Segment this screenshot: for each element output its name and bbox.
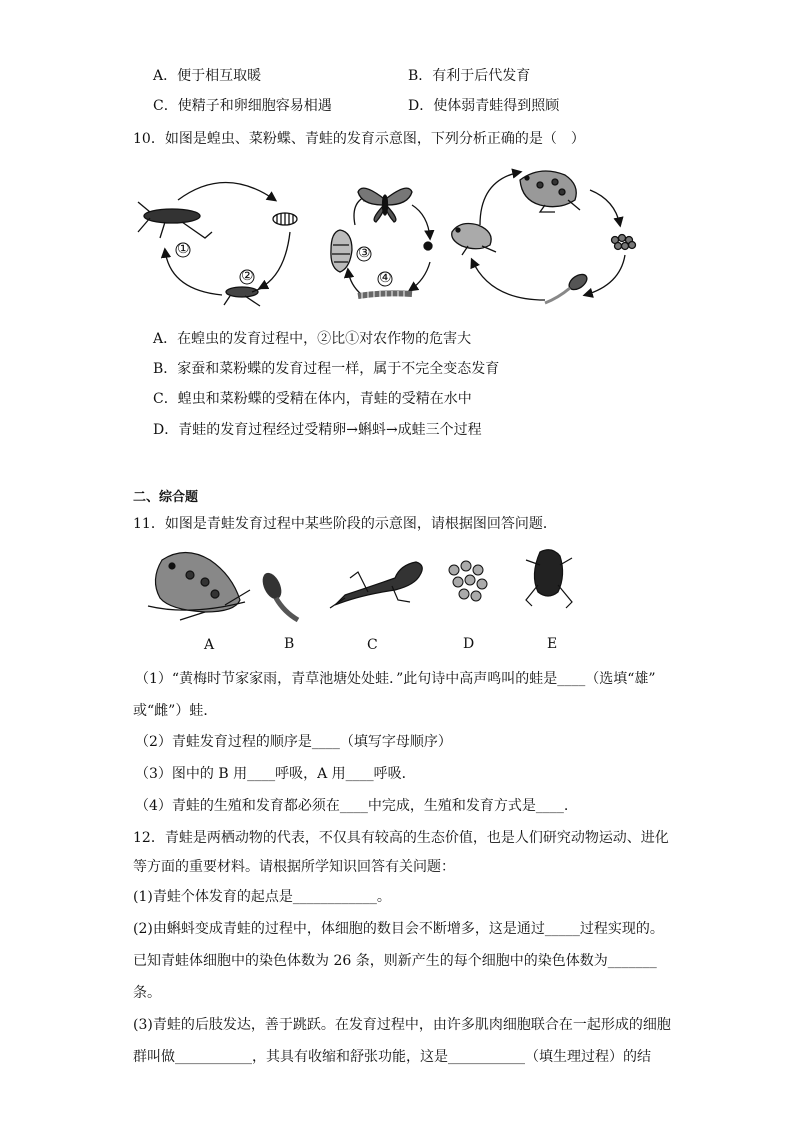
q10-option-a: A．在蝗虫的发育过程中，②比①对农作物的危害大	[153, 331, 472, 347]
q11-sub4: （4）青蛙的生殖和发育都必须在____中完成，生殖和发育方式是____.	[135, 798, 569, 814]
q12-sub3-line2: 群叫做___________，其具有收缩和舒张功能，这是___________（填生理过程）的结	[133, 1049, 651, 1065]
q12-sub1: (1)青蛙个体发育的起点是____________。	[133, 889, 391, 905]
q9-option-c: C．使精子和卵细胞容易相遇	[153, 98, 332, 114]
label-3: ③	[358, 245, 371, 261]
q9-option-d: D．使体弱青蛙得到照顾	[408, 98, 560, 114]
stage-b-tadpole-icon	[259, 570, 298, 620]
stage-c-tadpole-legs-icon	[330, 562, 422, 608]
figure-label-a: A	[204, 637, 215, 653]
figure-label-b: B	[284, 636, 295, 652]
figure-label-d: D	[463, 636, 475, 652]
stage-d-eggs-icon	[449, 561, 487, 601]
stage-e-froglet-icon	[526, 550, 572, 608]
q11-sub1-line1: （1）“黄梅时节家家雨，青草池塘处处蛙．”此句诗中高声鸣叫的蛙是____（选填“雄”	[135, 671, 656, 687]
label-1: ①	[177, 241, 190, 257]
q10-option-c: C．蝗虫和菜粉蝶的受精在体内，青蛙的受精在水中	[153, 391, 472, 407]
q11-sub1-line2: 或“雌”）蛙．	[133, 703, 218, 719]
stage-a-frog-icon	[148, 553, 250, 621]
q12-stem-line1: 12．青蛙是两栖动物的代表，不仅具有较高的生态价值，也是人们研究动物运动、进化	[133, 830, 669, 846]
figure-label-c: C	[367, 637, 378, 653]
q12-stem-line2: 等方面的重要材料。请根据所学知识回答有关问题：	[133, 859, 455, 875]
q9-option-a: A．便于相互取暖	[153, 68, 262, 84]
q12-sub3-line1: (3)青蛙的后肢发达，善于跳跃。在发育过程中，由许多肌肉细胞联合在一起形成的细胞	[133, 1017, 671, 1033]
label-2: ②	[241, 268, 254, 284]
q12-sub2-line2: 已知青蛙体细胞中的染色体数为 26 条，则新产生的每个细胞中的染色体数为_______	[133, 953, 657, 969]
q12-sub2-line1: (2)由蝌蚪变成青蛙的过程中，体细胞的数目会不断增多，这是通过_____过程实现的。	[133, 921, 664, 937]
q12-sub2-line3: 条。	[133, 985, 161, 1001]
figure-label-e: E	[547, 636, 558, 652]
section-title: 二、综合题	[133, 490, 199, 505]
q10-stem: 10．如图是蝗虫、菜粉蝶、青蛙的发育示意图，下列分析正确的是（ ）	[133, 131, 585, 147]
q11-sub2: （2）青蛙发育过程的顺序是____（填写字母顺序）	[135, 734, 452, 750]
q10-option-b: B．家蚕和菜粉蝶的发育过程一样，属于不完全变态发育	[153, 361, 500, 377]
q11-stem: 11．如图是青蛙发育过程中某些阶段的示意图，请根据图回答问题．	[133, 516, 557, 532]
q10-option-d: D．青蛙的发育过程经过受精卵→蝌蚪→成蛙三个过程	[153, 422, 482, 438]
q11-sub3: （3）图中的 B 用____呼吸，A 用____呼吸．	[135, 766, 416, 782]
label-4: ④	[379, 270, 392, 286]
q9-option-b: B．有利于后代发育	[408, 68, 531, 84]
